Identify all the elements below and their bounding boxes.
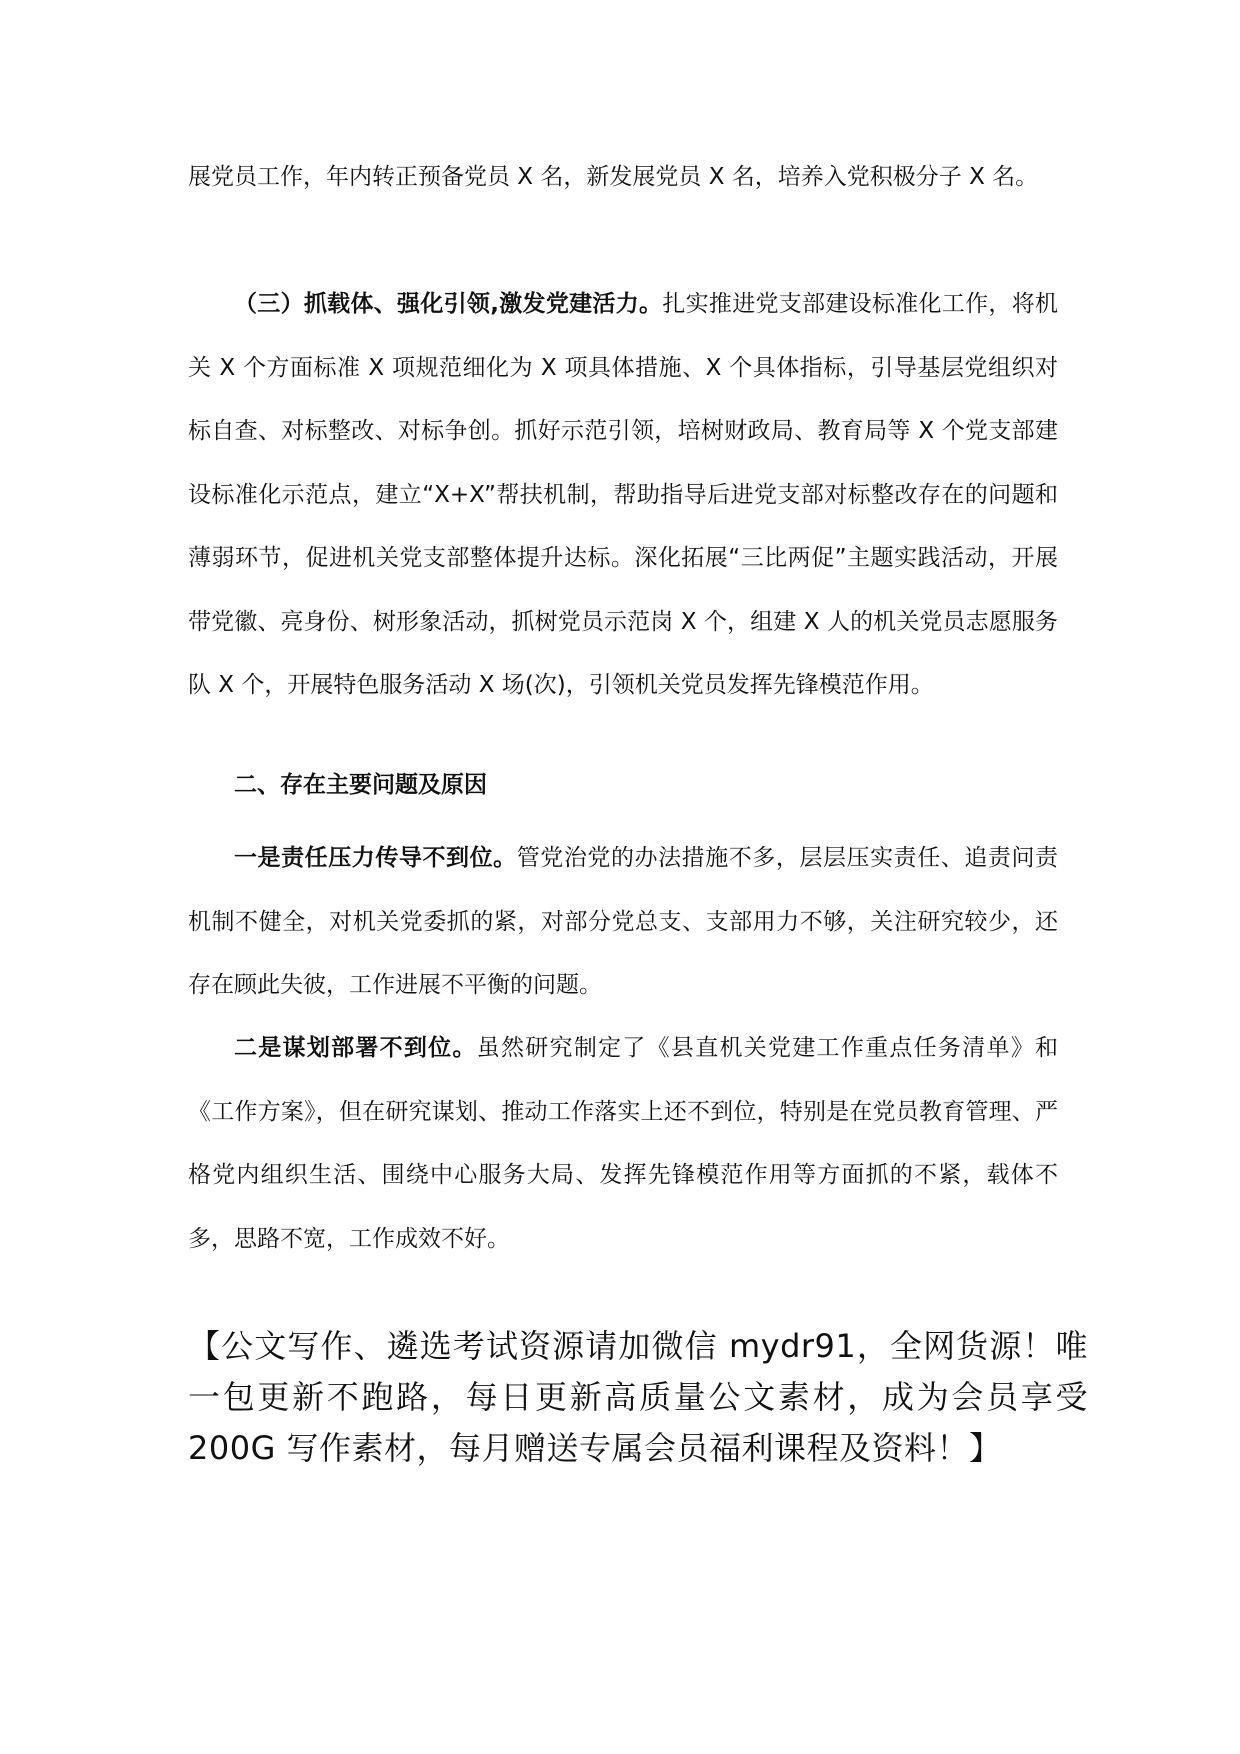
problem-two-lead: 二是谋划部署不到位。 <box>234 1035 477 1061</box>
paragraph-section-three <box>188 273 1058 718</box>
section-three-lead: （三）抓载体、强化引领,激发党建活力。 <box>234 291 663 317</box>
paragraph-text: 展党员工作，年内转正预备党员 X 名，新发展党员 X 名，培养入党积极分子 X 名。 <box>188 164 1039 190</box>
promo-notice: 【公文写作、遴选考试资源请加微信 mydr91，全网货源！唯一包更新不跑路，每日更新高质量公文素材，成为会员享受 200G 写作素材，每月赠送专属会员福利课程及资料！】 <box>188 1327 1088 1467</box>
problem-one-body: 管党治党的办法措施不多，层层压实责任、追责问责机制不健全，对机关党委抓的紧，对部分党总支、支部用力不够，关注研究较少，还存在顾此失彼，工作进展不平衡的问题。 <box>188 845 1059 998</box>
problem-one-lead: 一是责任压力传导不到位。 <box>234 845 517 871</box>
paragraph-problem-two <box>188 1017 1058 1271</box>
section-heading-problems: 二、存在主要问题及原因 <box>234 772 487 798</box>
section-three-body: 扎实推进党支部建设标准化工作，将机关 X 个方面标准 X 项规范细化为 X 项具体措施、X 个具体指标，引导基层党组织对标自查、对标整改、对标争创。抓好示范引领，培树财政局、教育局等 X 个党支部建设标准化示范点，建立“X+X”帮扶机制，帮助指导后进党支部对标整改存在的问题和薄弱环节，促进机关党支部整体提升达标。深化拓展“三比两促”主题实践活动，开展带党徽、亮身份、树形象活动，抓树党员示范岗 X 个，组建 X 人的机关党员志愿服务队 X 个，开展特色服务活动 X 场(次)，引领机关党员发挥先锋模范作用。 <box>188 291 1058 698</box>
paragraph-problem-one <box>188 827 1058 1018</box>
problem-two-body: 虽然研究制定了《县直机关党建工作重点任务清单》和《工作方案》，但在研究谋划、推动工作落实上还不到位，特别是在党员教育管理、严格党内组织生活、围绕中心服务大局、发挥先锋模范作用等方面抓的不紧，载体不多，思路不宽，工作成效不好。 <box>188 1035 1059 1252</box>
paragraph-party-member-development <box>188 146 1058 210</box>
